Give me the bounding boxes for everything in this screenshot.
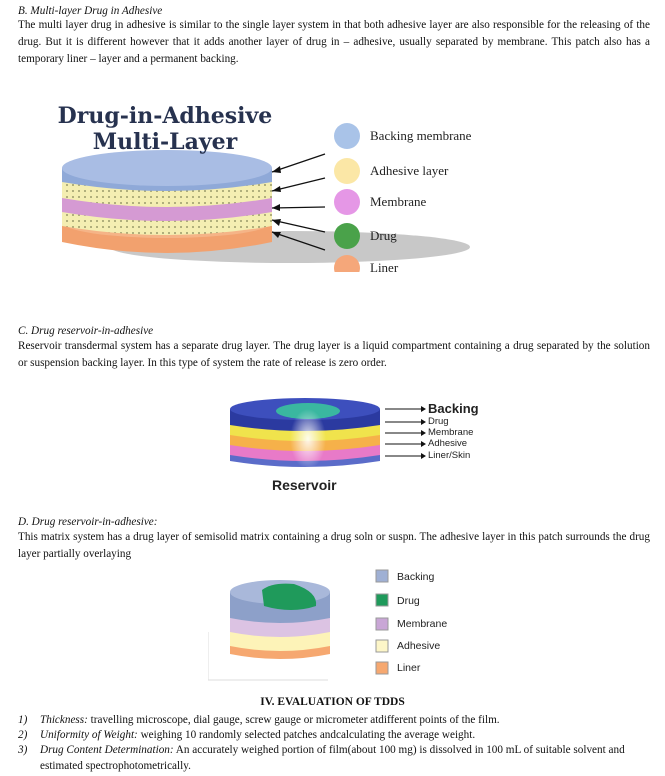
eval-item-number: 3)	[18, 744, 28, 756]
matrix-label-backing: Backing	[397, 571, 435, 583]
section-c-heading: C. Drug reservoir-in-adhesive	[18, 325, 154, 337]
reservoir-caption: Reservoir	[272, 477, 337, 493]
figure-reservoir	[228, 395, 388, 473]
eval-item-thickness	[18, 712, 658, 728]
section-b-body: The multi layer drug in adhesive is similar to the single layer system in that both adhesive layer are also responsible for the releasing of the drug. But it is different however that it adds another layer of drug in – adhesive, usually separated by membrane. This patch also has a temporary liner – layer and a permanent backing.	[18, 19, 650, 65]
reservoir-label-liner-skin: Liner/Skin	[428, 450, 471, 461]
eval-item-text: travelling microscope, dial gauge, screw gauge or micrometer atdifferent points of the film.	[87, 714, 500, 726]
eval-item-term: Uniformity of Weight:	[40, 729, 138, 741]
eval-item-uniformity	[18, 727, 658, 743]
reservoir-label-membrane: Membrane	[428, 427, 474, 438]
label-membrane: Membrane	[370, 194, 427, 209]
figure1-title-line1: Drug-in-Adhesive	[57, 103, 273, 129]
matrix-label-drug: Drug	[397, 595, 420, 607]
eval-item-text: An accurately weighed portion of film(about 100 mg) is dissolved in 100 mL of suitable solvent and estimated spectrophotometrically.	[40, 744, 625, 772]
matrix-label-adhesive: Adhesive	[397, 640, 441, 652]
eval-item-term: Thickness:	[40, 714, 88, 726]
section-c-body: Reservoir transdermal system has a separate drug layer. The drug layer is a liquid compartment containing a drug separated by the solution or suspension backing layer. In this type of system the rate of release is zero order.	[18, 340, 650, 369]
eval-item-drug-content	[18, 742, 658, 774]
label-liner: Liner	[370, 260, 399, 275]
section-d-heading: D. Drug reservoir-in-adhesive:	[18, 516, 158, 528]
eval-item-term: Drug Content Determination:	[40, 744, 174, 756]
label-adhesive-layer: Adhesive layer	[370, 163, 449, 178]
section-d-body: This matrix system has a drug layer of semisolid matrix containing a drug soln or suspn. The adhesive layer in this patch surrounds the drug layer partially overlaying	[18, 531, 650, 560]
eval-item-number: 1)	[18, 714, 28, 726]
reservoir-label-adhesive: Adhesive	[428, 438, 468, 449]
eval-item-number: 2)	[18, 729, 28, 741]
figure1-title-line2: Multi-Layer	[92, 129, 238, 155]
reservoir-diagram	[228, 395, 388, 473]
label-drug: Drug	[370, 228, 397, 243]
eval-item-text: weighing 10 randomly selected patches andcalculating the average weight.	[137, 729, 476, 741]
section-b-heading: B. Multi-layer Drug in Adhesive	[18, 5, 163, 17]
matrix-label-liner: Liner	[397, 662, 421, 674]
section-iv-heading: IV. EVALUATION OF TDDS	[260, 696, 405, 708]
figure1-title	[55, 103, 275, 155]
reservoir-label-backing: Backing	[428, 401, 479, 416]
label-backing-membrane: Backing membrane	[370, 128, 472, 143]
matrix-label-membrane: Membrane	[397, 618, 448, 630]
reservoir-label-drug: Drug	[428, 416, 449, 427]
